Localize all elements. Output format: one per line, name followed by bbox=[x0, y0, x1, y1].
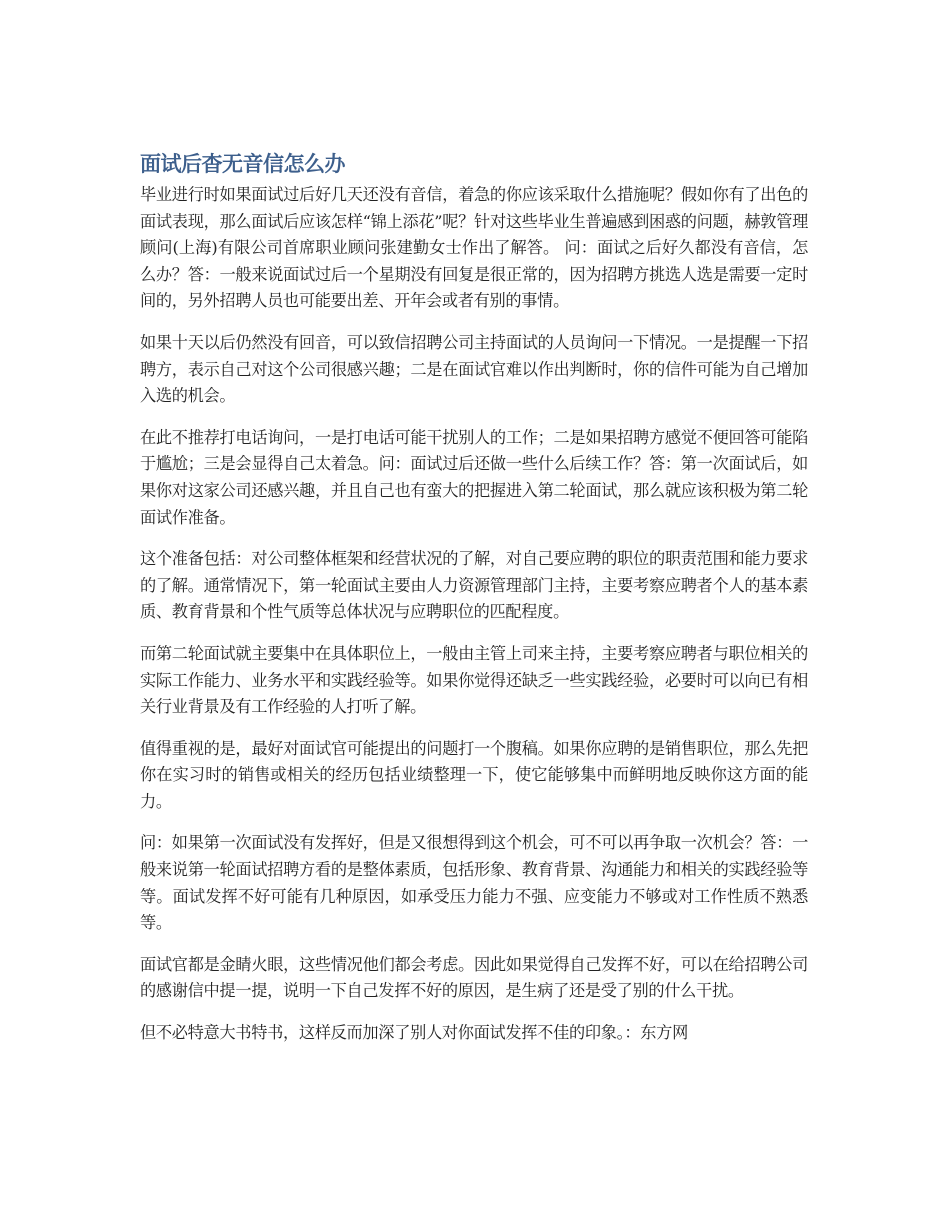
paragraph-3: 在此不推荐打电话询问，一是打电话可能干扰别人的工作；二是如果招聘方感觉不便回答可能陷于尴尬；三是会显得自己太着急。问：面试过后还做一些什么后续工作？答：第一次面试后，如果你对这家公司还感兴趣，并且自己也有蛮大的把握进入第二轮面试，那么就应该积极为第二轮面试作准备。 bbox=[140, 427, 808, 527]
paragraph-4: 这个准备包括：对公司整体框架和经营状况的了解，对自己要应聘的职位的职责范围和能力要求的了解。通常情况下，第一轮面试主要由人力资源管理部门主持，主要考察应聘者个人的基本素质、教育背景和个性气质等总体状况与应聘职位的匹配程度。 bbox=[140, 549, 808, 622]
document-page bbox=[140, 148, 808, 1062]
paragraph-8: 面试官都是金睛火眼，这些情况他们都会考虑。因此如果觉得自己发挥不好，可以在给招聘公司的感谢信中提一提，说明一下自己发挥不好的原因，是生病了还是受了别的什么干扰。 bbox=[140, 954, 808, 1001]
paragraph-1: 毕业进行时如果面试过后好几天还没有音信，着急的你应该采取什么措施呢？假如你有了出色的面试表现，那么面试后应该怎样“锦上添花”呢？针对这些毕业生普遍感到困惑的问题，赫敦管理顾问(上海)有限公司首席职业顾问张建勤女士作出了解答。 问：面试之后好久都没有音信，怎么办？答：一般来说面试过后一个星期没有回复是很正常的，因为招聘方挑选人选是需要一定时间的，另外招聘人员也可能要出差、开年会或者有别的事情。 bbox=[140, 185, 808, 311]
paragraph-9: 但不必特意大书特书，这样反而加深了别人对你面试发挥不佳的印象。：东方网 bbox=[140, 1023, 688, 1043]
paragraph-7: 问：如果第一次面试没有发挥好，但是又很想得到这个机会，可不可以再争取一次机会？答：一般来说第一轮面试招聘方看的是整体素质，包括形象、教育背景、沟通能力和相关的实践经验等等。面试发挥不好可能有几种原因，如承受压力能力不强、应变能力不够或对工作性质不熟悉等。 bbox=[140, 833, 808, 933]
paragraph-5: 而第二轮面试就主要集中在具体职位上，一般由主管上司来主持，主要考察应聘者与职位相关的实际工作能力、业务水平和实践经验等。如果你觉得还缺乏一些实践经验，必要时可以向已有相关行业背景及有工作经验的人打听了解。 bbox=[140, 643, 808, 717]
paragraph-2: 如果十天以后仍然没有回音，可以致信招聘公司主持面试的人员询问一下情况。一是提醒一下招聘方，表示自己对这个公司很感兴趣；二是在面试官难以作出判断时，你的信件可能为自己增加入选的机会。 bbox=[140, 332, 808, 406]
article-title: 面试后杳无音信怎么办 bbox=[140, 152, 345, 176]
paragraph-6: 值得重视的是，最好对面试官可能提出的问题打一个腹稿。如果你应聘的是销售职位，那么先把你在实习时的销售或相关的经历包括业绩整理一下，使它能够集中而鲜明地反映你这方面的能力。 bbox=[140, 738, 808, 811]
